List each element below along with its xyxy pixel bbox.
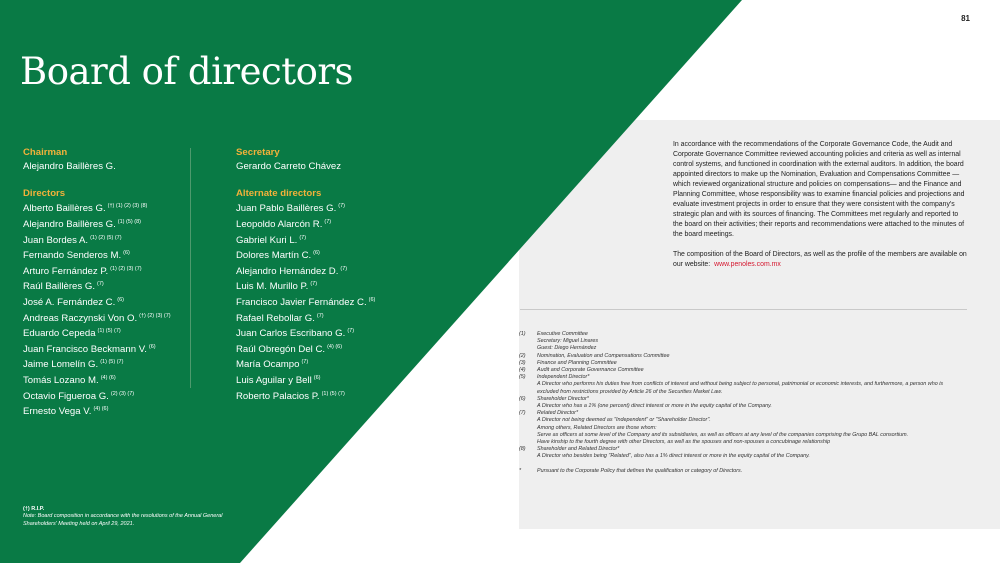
committee-refs: (†) (1) (2) (3) (8) <box>107 203 148 210</box>
note-number: (1) <box>519 331 526 337</box>
person-entry <box>236 216 416 232</box>
person-name: Alberto Baillères G. <box>23 203 106 215</box>
note-detail: Guest: Diego Hernández <box>537 345 597 352</box>
committee-notes <box>519 331 959 475</box>
right-column <box>236 146 416 403</box>
person-name: Rafael Rebollar G. <box>236 312 315 324</box>
note-label: Finance and Planning Committee <box>537 359 617 366</box>
person-name: Alejandro Baillères G. <box>23 218 116 230</box>
note-label: Audit and Corporate Governance Committee <box>537 367 644 374</box>
committee-refs: (7) <box>347 328 355 335</box>
person-entry <box>23 310 183 326</box>
person-name: Juan Francisco Beckmann V. <box>23 343 147 355</box>
committee-refs: (6) <box>313 250 320 257</box>
person-name: María Ocampo <box>236 359 300 371</box>
committee-refs: (1) (5) (8) <box>117 218 142 225</box>
person-name: Tomás Lozano M. <box>23 374 99 386</box>
committee-refs: (7) <box>310 281 318 288</box>
person-name: Andreas Raczynski Von O. <box>23 312 138 324</box>
person-name: Eduardo Cepeda <box>23 328 96 340</box>
committee-refs: (6) <box>313 374 321 381</box>
note-label: Executive Committee <box>537 331 588 337</box>
person-name: Octavio Figueroa G. <box>23 390 109 402</box>
committee-refs: (7) <box>316 312 324 319</box>
note-detail: Serve as officers at some level of the Company and its subsidiaries, as well as officers at any level of the companies comprising the Grupo BAL consortium. <box>537 431 909 438</box>
note-item <box>519 353 959 360</box>
spacer <box>236 173 416 187</box>
person-name: Arturo Fernández P. <box>23 265 109 277</box>
person-name: Dolores Martín C. <box>236 250 312 262</box>
governance-text <box>673 140 969 280</box>
note-label: Shareholder Director* <box>537 395 589 402</box>
committee-refs: (2) (3) (7) <box>110 390 135 397</box>
note-number: (6) <box>519 395 526 402</box>
person-entry <box>236 310 416 326</box>
note-label: Pursuant to the Corporate Policy that defines the qualification or category of Directors. <box>537 467 743 474</box>
chairman-heading: Chairman <box>23 147 68 158</box>
person-entry <box>23 403 183 419</box>
directors-list <box>23 200 183 418</box>
committee-refs: (7) <box>96 281 104 288</box>
person-entry <box>236 232 416 248</box>
note-detail: A Director who besides being "Related", also has a 1% direct interest or more in the equity capital of the Company. <box>537 453 810 460</box>
secretary-name: Gerardo Carreto Chávez <box>236 160 342 172</box>
note-number: (4) <box>519 367 526 374</box>
person-name: Gabriel Kuri L. <box>236 234 298 246</box>
note-label: Independent Director* <box>537 374 590 381</box>
person-entry <box>23 200 183 216</box>
committee-refs: (7) <box>301 359 309 366</box>
committee-refs: (7) <box>299 234 307 241</box>
person-entry <box>23 294 183 310</box>
column-divider <box>190 148 191 388</box>
committee-refs: (1) (5) (7) <box>321 390 345 397</box>
board-footnote <box>23 506 238 528</box>
person-entry <box>236 263 416 279</box>
person-name: Raúl Baillères G. <box>23 281 95 293</box>
note-number: (8) <box>519 446 526 453</box>
person-entry <box>236 325 416 341</box>
secretary-heading: Secretary <box>236 147 280 158</box>
committee-refs: (6) <box>368 296 376 303</box>
spacer <box>519 461 959 468</box>
person-entry <box>236 341 416 357</box>
committee-refs: (4) (6) <box>100 374 116 381</box>
section-divider <box>520 309 967 310</box>
governance-paragraph: In accordance with the recommendations of the Corporate Governance Code, the Audit and Corporate Governance Committee reviewed accounting policies and criteria as well as internal control systems, and functioned in coordination with the external auditors. In addition, the board appointed directors to make up the Nomination, Evaluation and Compensations Committee —which reviewed organizational structure and policies on compensations— and the Finance and Planning Committee, whose responsibility was to examine financial policies and projections and evaluate investment projects in order to ensure that they were consistent with the company's strategic plan and with its sources of financing. The Committees met regularly and reported to the board on their activities; their reports and recommendations were attached to the minutes of the board meetings. <box>673 141 965 238</box>
person-name: Ernesto Vega V. <box>23 406 92 418</box>
committee-refs: (7) <box>324 218 332 225</box>
person-entry <box>23 263 183 279</box>
committee-refs: (7) <box>340 265 348 272</box>
committee-refs: (1) (2) (5) (7) <box>90 234 122 241</box>
person-name: Juan Bordes A. <box>23 234 89 246</box>
composition-text: The composition of the Board of Directors, as well as the profile of the members are available on our website: <box>673 251 967 268</box>
person-name: Raúl Obregón Del C. <box>236 343 326 355</box>
note-number: * <box>519 467 522 474</box>
person-entry <box>236 356 416 372</box>
person-entry <box>23 372 183 388</box>
note-item <box>519 396 959 403</box>
person-entry <box>23 247 183 263</box>
person-entry <box>23 325 183 341</box>
committee-refs: (7) <box>338 203 345 210</box>
note-item <box>519 367 959 374</box>
person-name: Francisco Javier Fernández C. <box>236 296 367 308</box>
person-name: Juan Carlos Escribano G. <box>236 328 346 340</box>
alternates-list <box>236 200 416 403</box>
person-name: Jaime Lomelín G. <box>23 359 99 371</box>
note-number: (7) <box>519 410 526 417</box>
person-name: Luis M. Murillo P. <box>236 281 309 293</box>
committee-refs: (†) (2) (3) (7) <box>139 312 171 319</box>
person-entry <box>23 341 183 357</box>
person-entry <box>236 278 416 294</box>
person-entry <box>23 278 183 294</box>
note-label: Nomination, Evaluation and Compensations Committee <box>537 352 670 359</box>
website-link[interactable]: www.penoles.com.mx <box>714 261 781 268</box>
note-detail: A Director not being deemed as "Independent" or "Shareholder Director". <box>537 417 711 424</box>
committee-refs: (6) <box>148 343 156 350</box>
note-number: (3) <box>519 359 526 366</box>
note-detail: Among others, Related Directors are those whom: <box>537 424 657 431</box>
left-column <box>23 146 183 419</box>
person-entry <box>23 388 183 404</box>
committee-refs: (1) (5) (7) <box>97 328 121 335</box>
directors-heading: Directors <box>23 187 66 199</box>
committee-refs: (1) (5) (7) <box>100 359 124 366</box>
person-name: Juan Pablo Baillères G. <box>236 203 337 215</box>
note-label: Shareholder and Related Director* <box>537 446 620 453</box>
note-detail: A Director who performs his duties free from conflicts of interest and without being subject to personal, patrimonial or economic interests, and furthermore, a person who is excluded from restrictions provided by Article 26 of the Securities Market Law. <box>537 381 944 395</box>
committee-refs: (1) (2) (3) (7) <box>110 265 142 272</box>
note-number: (2) <box>519 352 526 359</box>
note-label: Related Director* <box>537 410 579 417</box>
person-entry <box>23 232 183 248</box>
alternates-heading: Alternate directors <box>236 187 322 199</box>
person-name: José A. Fernández C. <box>23 296 116 308</box>
rip-note: (†) R.I.P. <box>23 506 45 512</box>
page-title: Board of directors <box>20 50 354 93</box>
person-name: Fernando Senderos M. <box>23 250 122 262</box>
note-item <box>519 331 959 338</box>
committee-refs: (6) <box>123 250 130 257</box>
person-entry <box>236 294 416 310</box>
committee-refs: (4) (6) <box>327 343 343 350</box>
chairman-name: Alejandro Baillères G. <box>23 160 116 172</box>
committee-refs: (4) (6) <box>93 406 109 413</box>
person-entry <box>236 200 416 216</box>
person-name: Leopoldo Alarcón R. <box>236 218 323 230</box>
person-entry <box>236 247 416 263</box>
board-composition-note: Note: Board composition in accordance with the resolutions of the Annual General Shareholders' Meeting held on April 29, 2021. <box>23 513 223 527</box>
person-name: Roberto Palacios P. <box>236 390 320 402</box>
note-item <box>519 410 959 417</box>
person-entry <box>23 356 183 372</box>
note-item <box>519 446 959 453</box>
page-number: 81 <box>961 14 970 23</box>
note-detail: A Director who has a 1% (one percent) direct interest or more in the equity capital of the Company. <box>537 403 772 410</box>
person-entry <box>23 216 183 232</box>
person-entry <box>236 388 416 404</box>
note-number: (5) <box>519 374 526 381</box>
composition-paragraph <box>673 250 969 270</box>
person-name: Alejandro Hernández D. <box>236 265 339 277</box>
spacer <box>23 173 183 187</box>
note-item <box>519 468 959 475</box>
note-detail: Have kinship to the fourth degree with other Directors, as well as the spouses and non-spouses a concubinage relationship <box>537 439 831 446</box>
person-entry <box>236 372 416 388</box>
note-item <box>519 360 959 367</box>
committee-refs: (6) <box>117 296 124 303</box>
person-name: Luis Aguilar y Bell <box>236 374 312 386</box>
note-detail: Secretary: Miguel Linares <box>537 338 599 345</box>
note-item <box>519 374 959 381</box>
